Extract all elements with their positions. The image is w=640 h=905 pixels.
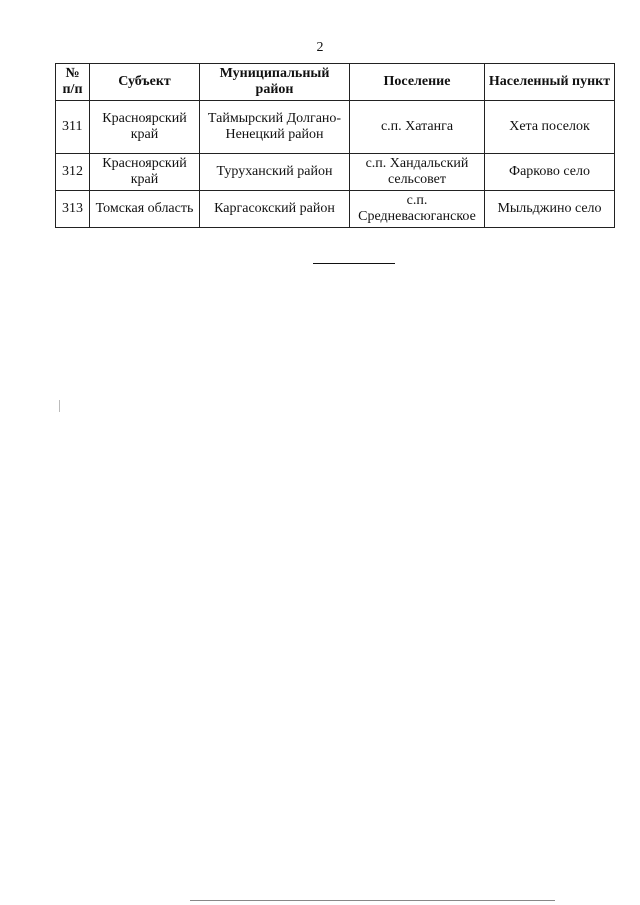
table-header-row [56, 64, 615, 101]
header-settlement: Поселение [350, 64, 485, 101]
settlement-cell: с.п. Хатанга [350, 101, 485, 154]
subject-cell: Красноярский край [90, 154, 200, 191]
header-locality: Населенный пункт [485, 64, 615, 101]
district-cell: Каргасокский район [200, 191, 350, 228]
locality-cell: Фарково село [485, 154, 615, 191]
district-cell: Туруханский район [200, 154, 350, 191]
settlement-cell: с.п. Хандальский сельсовет [350, 154, 485, 191]
district-cell: Таймырский Долгано-Ненецкий район [200, 101, 350, 154]
table-row [56, 191, 615, 228]
row-number-cell: 312 [56, 154, 90, 191]
header-district: Муниципальный район [200, 64, 350, 101]
row-number-cell: 311 [56, 101, 90, 154]
locality-cell: Мыльджино село [485, 191, 615, 228]
subject-cell: Томская область [90, 191, 200, 228]
subject-cell: Красноярский край [90, 101, 200, 154]
locality-cell: Хета поселок [485, 101, 615, 154]
header-subject: Субъект [90, 64, 200, 101]
settlement-cell: с.п. Средневасюганское [350, 191, 485, 228]
scan-bottom-edge [190, 900, 555, 901]
header-num: № п/п [56, 64, 90, 101]
table-row [56, 101, 615, 154]
page-number: 2 [316, 40, 324, 55]
settlements-table [55, 63, 615, 228]
end-of-document-rule [313, 263, 395, 264]
row-number-cell: 313 [56, 191, 90, 228]
scan-margin-mark [59, 400, 60, 412]
table-row [56, 154, 615, 191]
